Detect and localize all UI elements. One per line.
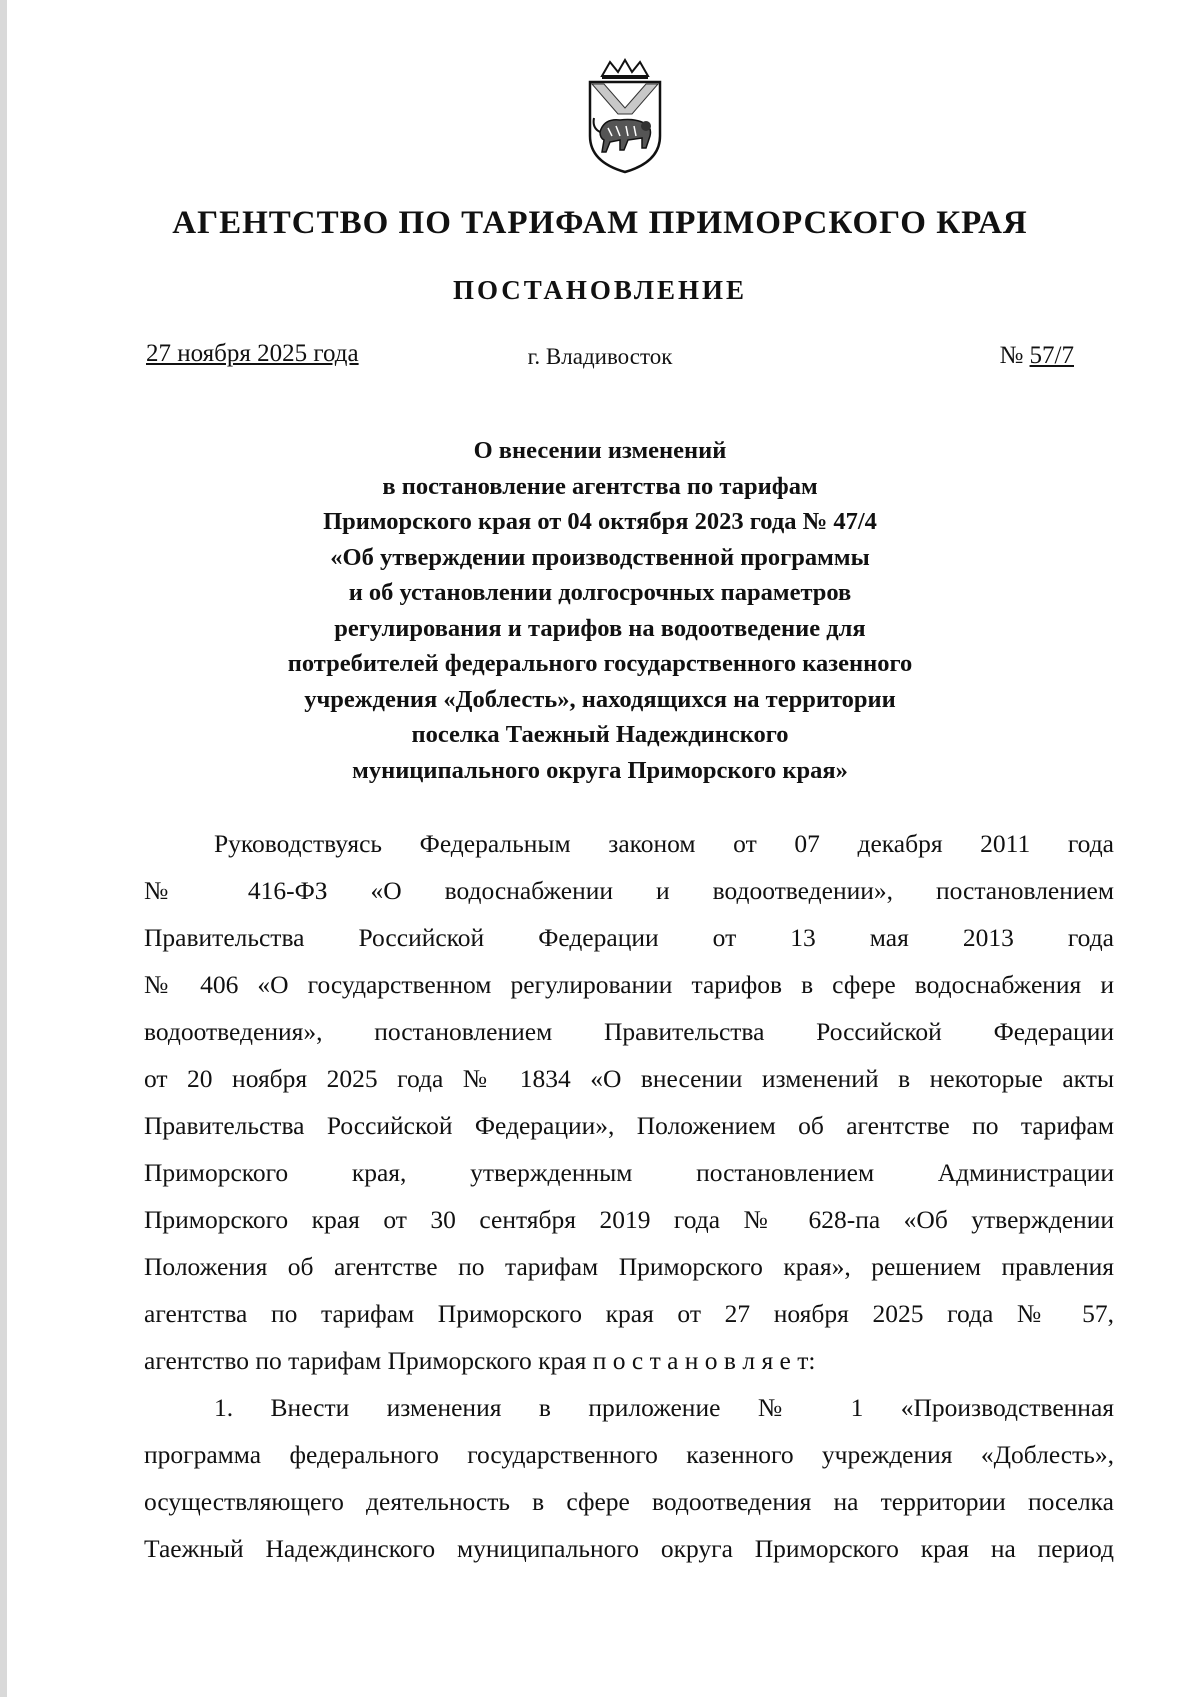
- subject-line: и об установлении долгосрочных параметров: [348, 579, 852, 606]
- document-body: [144, 820, 1114, 1572]
- item-1-line: 1. Внести изменения в приложение № 1 «Производственная: [214, 1393, 1114, 1422]
- body-line: № 406 «О государственном регулировании тарифов в сфере водоснабжения и: [144, 970, 1114, 999]
- agency-title: АГЕНТСТВО ПО ТАРИФАМ ПРИМОРСКОГО КРАЯ: [172, 205, 1028, 241]
- document-number-value: 57/7: [1029, 342, 1074, 369]
- document-city: г. Владивосток: [527, 344, 673, 369]
- body-line: агентство по тарифам Приморского края п о с т а н о в л я е т:: [144, 1346, 816, 1375]
- body-line: водоотведения», постановлением Правительства Российской Федерации: [144, 1017, 1114, 1046]
- document-type: ПОСТАНОВЛЕНИЕ: [452, 275, 748, 305]
- body-line: Положения об агентстве по тарифам Приморского края», решением правления: [144, 1252, 1114, 1281]
- subject-line: О внесении изменений: [473, 437, 727, 464]
- item-1-line: Таежный Надеждинского муниципального округа Приморского края на период: [144, 1534, 1114, 1563]
- document-date: 27 ноября 2025 года: [146, 340, 359, 367]
- item-1-line: программа федерального государственного казенного учреждения «Доблесть»,: [144, 1440, 1114, 1469]
- page-scan-edge: [0, 0, 7, 1697]
- body-line: Приморского края, утвержденным постановлением Администрации: [144, 1158, 1114, 1187]
- subject-line: муниципального округа Приморского края»: [352, 756, 848, 784]
- subject-line: потребителей федерального государственного казенного: [287, 650, 913, 677]
- subject-line: поселка Таежный Надеждинского: [411, 721, 789, 748]
- body-line: Правительства Российской Федерации от 13 мая 2013 года: [144, 923, 1114, 952]
- primorsky-coat-of-arms-icon: [580, 58, 670, 176]
- subject-line: Приморского края от 04 октября 2023 года № 47/4: [323, 508, 877, 535]
- body-line: № 416-ФЗ «О водоснабжении и водоотведении», постановлением: [144, 876, 1114, 905]
- subject-line: «Об утверждении производственной программы: [330, 543, 870, 571]
- document-subject: [0, 433, 1200, 788]
- body-line: Правительства Российской Федерации», Положением об агентстве по тарифам: [144, 1111, 1114, 1140]
- document-number-prefix: №: [999, 342, 1030, 369]
- subject-line: в постановление агентства по тарифам: [382, 472, 818, 500]
- body-line: Руководствуясь Федеральным законом от 07 декабря 2011 года: [214, 829, 1114, 858]
- body-line: агентства по тарифам Приморского края от 27 ноября 2025 года № 57,: [144, 1299, 1114, 1328]
- item-1-line: осуществляющего деятельность в сфере водоотведения на территории поселка: [144, 1487, 1114, 1516]
- body-line: Приморского края от 30 сентября 2019 года № 628-па «Об утверждении: [144, 1205, 1114, 1234]
- body-line: от 20 ноября 2025 года № 1834 «О внесении изменений в некоторые акты: [144, 1064, 1114, 1093]
- document-number: [999, 342, 1074, 370]
- subject-line: регулирования и тарифов на водоотведение для: [334, 614, 866, 642]
- subject-line: учреждения «Доблесть», находящихся на территории: [304, 685, 896, 713]
